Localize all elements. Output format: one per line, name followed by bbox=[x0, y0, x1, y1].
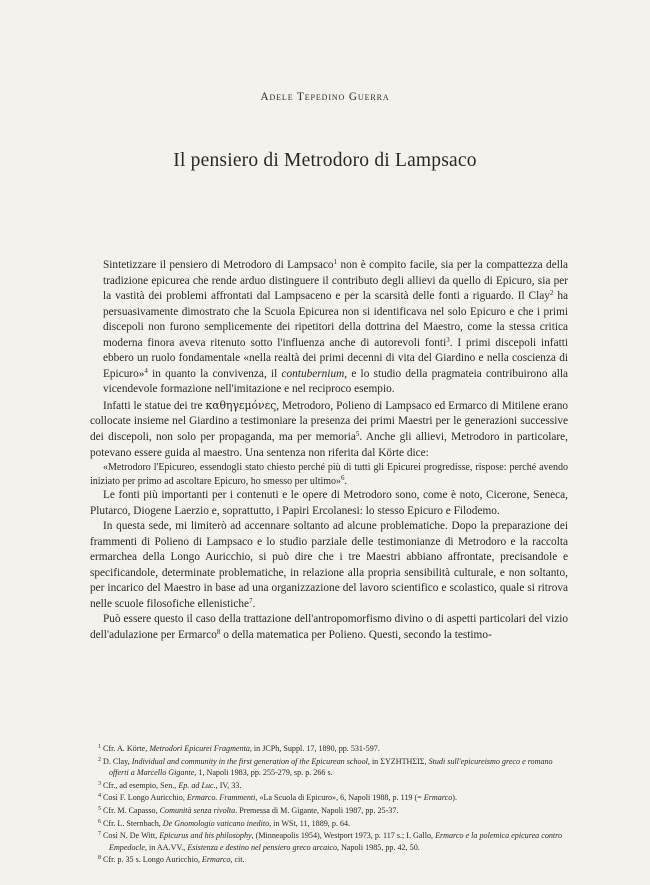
text-run: D. Clay, bbox=[103, 756, 132, 766]
text-run: . Anche gli allievi, Metrodoro in particolare, potevano essere guida al maestro. Una sentenza non riferita dal Körte dice: bbox=[90, 431, 568, 459]
italic-title: Studi sull'epicureismo greco e romano offerti a Marcello Gigante bbox=[109, 756, 553, 778]
footnote-ref[interactable]: 3 bbox=[446, 335, 450, 344]
footnote-ref[interactable]: 4 bbox=[144, 366, 148, 375]
text-run: In questa sede, mi limiterò ad accennare soltanto ad alcune problematiche. Dopo la preparazione dei frammenti di Polieno di Lampsaco e lo studio parziale delle testimonianze di Metrodoro e la raccolta ermarchea della Longo Auricchio, si può dire che i tre Maestri abbiano affrontate, precisandole e specificandole, determinate problematiche, in relazione alla propria sensibilità culturale, e non soltanto, per incarico del Maestro in base ad una organizzazione del lavoro scientifico e scolastico, quale si ritrova nelle scuole filosofiche ellenistiche bbox=[90, 520, 568, 610]
text-run: , «La Scuola di Epicuro», 6, Napoli 1988, p. 119 (= bbox=[255, 793, 424, 803]
text-run: . I primi discepoli infatti ebbero un ruolo fondamentale «nella realtà dei primi decenni di vita del Giardino e nella coscienza di Epicuro» bbox=[103, 336, 568, 380]
quote-text: «Metrodoro l'Epicureo, essendogli stato chiesto perché più di tutti gli Epicurei progredisse, rispose: perché avendo iniziato per primo ad ascoltare Epicuro, ho smesso per ultimo» bbox=[90, 462, 568, 487]
text-run: Infatti le statue dei tre bbox=[103, 399, 206, 412]
text-run: , in WSt, 11, 1889, p. 64. bbox=[269, 818, 351, 828]
article-title: Il pensiero di Metrodoro di Lampsaco bbox=[173, 150, 477, 171]
footnote-ref[interactable]: 5 bbox=[355, 430, 360, 439]
footnote-ref[interactable]: 1 bbox=[333, 258, 338, 266]
greek-term: καθηγεμόνες bbox=[205, 398, 277, 412]
footnote-number: 6 bbox=[98, 818, 101, 825]
text-run: , in ΣΥΖΗΤΗΣΙΣ, bbox=[367, 756, 429, 766]
footnote bbox=[90, 742, 568, 755]
paragraph-2 bbox=[90, 398, 568, 461]
paragraph-1 bbox=[90, 258, 568, 398]
footnote-ref[interactable]: 6 bbox=[341, 473, 345, 482]
text-run: , in AA.VV., bbox=[144, 842, 188, 852]
text-run: , (Minneapolis 1954), Westport 1973, p. 117 s.; I. Gallo, bbox=[251, 831, 436, 841]
footnote-number: 4 bbox=[98, 793, 101, 800]
italic-title: Ermarco. Frammenti bbox=[186, 793, 256, 803]
italic-title: Metrodori Epicurei Fragmenta bbox=[149, 744, 250, 753]
italic-title: Individual and community in the first generation of the Epicurean school bbox=[131, 756, 368, 766]
footnote-ref[interactable]: 2 bbox=[549, 289, 554, 298]
footnote-ref[interactable]: 8 bbox=[216, 628, 221, 637]
text-run: in quanto la convivenza, il bbox=[147, 367, 282, 380]
italic-title: Ermarco e la polemica epicurea contro Empedocle bbox=[109, 831, 563, 852]
text-run: Cfr. A. Körte, bbox=[103, 744, 150, 753]
footnote-number: 3 bbox=[98, 780, 101, 787]
text-run: Così F. Longo Auricchio, bbox=[103, 793, 187, 803]
text-run: . bbox=[344, 475, 348, 487]
text-run: , 1, Napoli 1983, pp. 255-279, sp. p. 266 s. bbox=[194, 768, 333, 778]
footnote bbox=[90, 791, 568, 804]
text-run: , cit. bbox=[230, 855, 245, 865]
italic-title: De Gnomologio vaticano inedito bbox=[162, 818, 270, 828]
text-run: Cfr. p. 35 s. Longo Auricchio, bbox=[103, 855, 202, 865]
footnote bbox=[90, 755, 568, 779]
footnote-number: 5 bbox=[98, 805, 101, 812]
text-run: Può essere questo il caso della trattazione dell'antropomorfismo divino o di aspetti particolari del vizio dell'adulazione per Ermarco bbox=[90, 613, 568, 642]
text-run: , Metrodoro, Polieno di Lampsaco ed Ermarco di Mitilene erano collocate insieme nel Giardino a testimoniare la presenza dei primi Maestri per le generazioni successive dei discepoli, non solo per propaganda, ma per memoria bbox=[90, 399, 568, 444]
italic-title: Ermarco bbox=[201, 855, 231, 865]
italic-title: Esistenza e destino nel pensiero greco arcaico bbox=[187, 842, 338, 852]
text-run: non è compito facile, sia per la compattezza della tradizione epicurea che rende arduo distinguere il contributo degli allievi da quello di Epicuro, sia per la vastità dei problemi affrontati dal Lampsaceno e per la scarsità delle fonti a riguardo. Il Clay bbox=[103, 259, 568, 303]
footnote-ref[interactable]: 7 bbox=[249, 596, 253, 605]
text-run: Cfr. M. Capasso, bbox=[103, 805, 160, 815]
footnote-number: 1 bbox=[98, 744, 101, 750]
text-run: o della matematica per Polieno. Questi, secondo la testimo- bbox=[220, 629, 492, 642]
italic-term: contubernium bbox=[281, 367, 345, 380]
footnotes bbox=[90, 742, 568, 866]
text-run: Così N. De Witt, bbox=[103, 831, 160, 841]
text-run: . Premessa di M. Gigante, Napoli 1987, pp. 25-37. bbox=[235, 805, 399, 815]
text-run: Cfr., ad esempio, Sen., bbox=[103, 780, 179, 790]
footnote-number: 8 bbox=[98, 855, 101, 862]
text-run: ). bbox=[452, 793, 457, 803]
footnote bbox=[90, 853, 568, 866]
text-run: Sintetizzare il pensiero di Metrodoro di Lampsaco bbox=[103, 259, 334, 271]
footnote-number: 7 bbox=[98, 831, 101, 838]
italic-title: Epicurus and his philosophy bbox=[159, 831, 252, 841]
footnote bbox=[90, 779, 568, 792]
paragraph-5 bbox=[90, 612, 568, 643]
italic-title: Ep. ad Luc. bbox=[178, 780, 216, 790]
paragraph-4 bbox=[90, 519, 568, 612]
italic-title: Ermarco bbox=[423, 793, 453, 803]
footnote-number: 2 bbox=[98, 756, 101, 763]
text-run: , IV, 33. bbox=[215, 780, 242, 790]
footnote bbox=[90, 817, 568, 830]
paragraph-3: Le fonti più importanti per i contenuti e le opere di Metrodoro sono, come è noto, Cicerone, Seneca, Plutarco, Diogene Laerzio e, soprattutto, i Papiri Ercolanesi: lo stesso Epicuro e Filodemo. bbox=[90, 489, 568, 517]
block-quote bbox=[90, 461, 568, 488]
footnote bbox=[90, 804, 568, 817]
article-body bbox=[90, 258, 568, 644]
italic-title: Comunità senza rivolta bbox=[159, 805, 236, 815]
text-run: ha persuasivamente dimostrato che la Scuola Epicurea non si identificava nel solo Epicuro e che i primi discepoli non furono semplicemente dei ripetitori della dottrina del Maestro, come la stessa critica moderna finora aveva ritenuto sotto l'influenza anche di autorevoli fonti bbox=[103, 290, 568, 349]
author-name: Adele Tepedino Guerra bbox=[260, 91, 390, 103]
footnote bbox=[90, 829, 568, 853]
text-run: , e lo studio della pragmateia contribuirono alla vicendevole formazione nell'imitazione e nel reciproco esempio. bbox=[103, 367, 569, 396]
text-run: . bbox=[252, 597, 256, 610]
text-run: , Napoli 1985, pp. 42, 50. bbox=[337, 842, 420, 852]
text-run: , in JCPh, Suppl. 17, 1890, pp. 531-597. bbox=[249, 744, 380, 753]
text-run: Cfr. L. Sternbach, bbox=[103, 818, 163, 828]
